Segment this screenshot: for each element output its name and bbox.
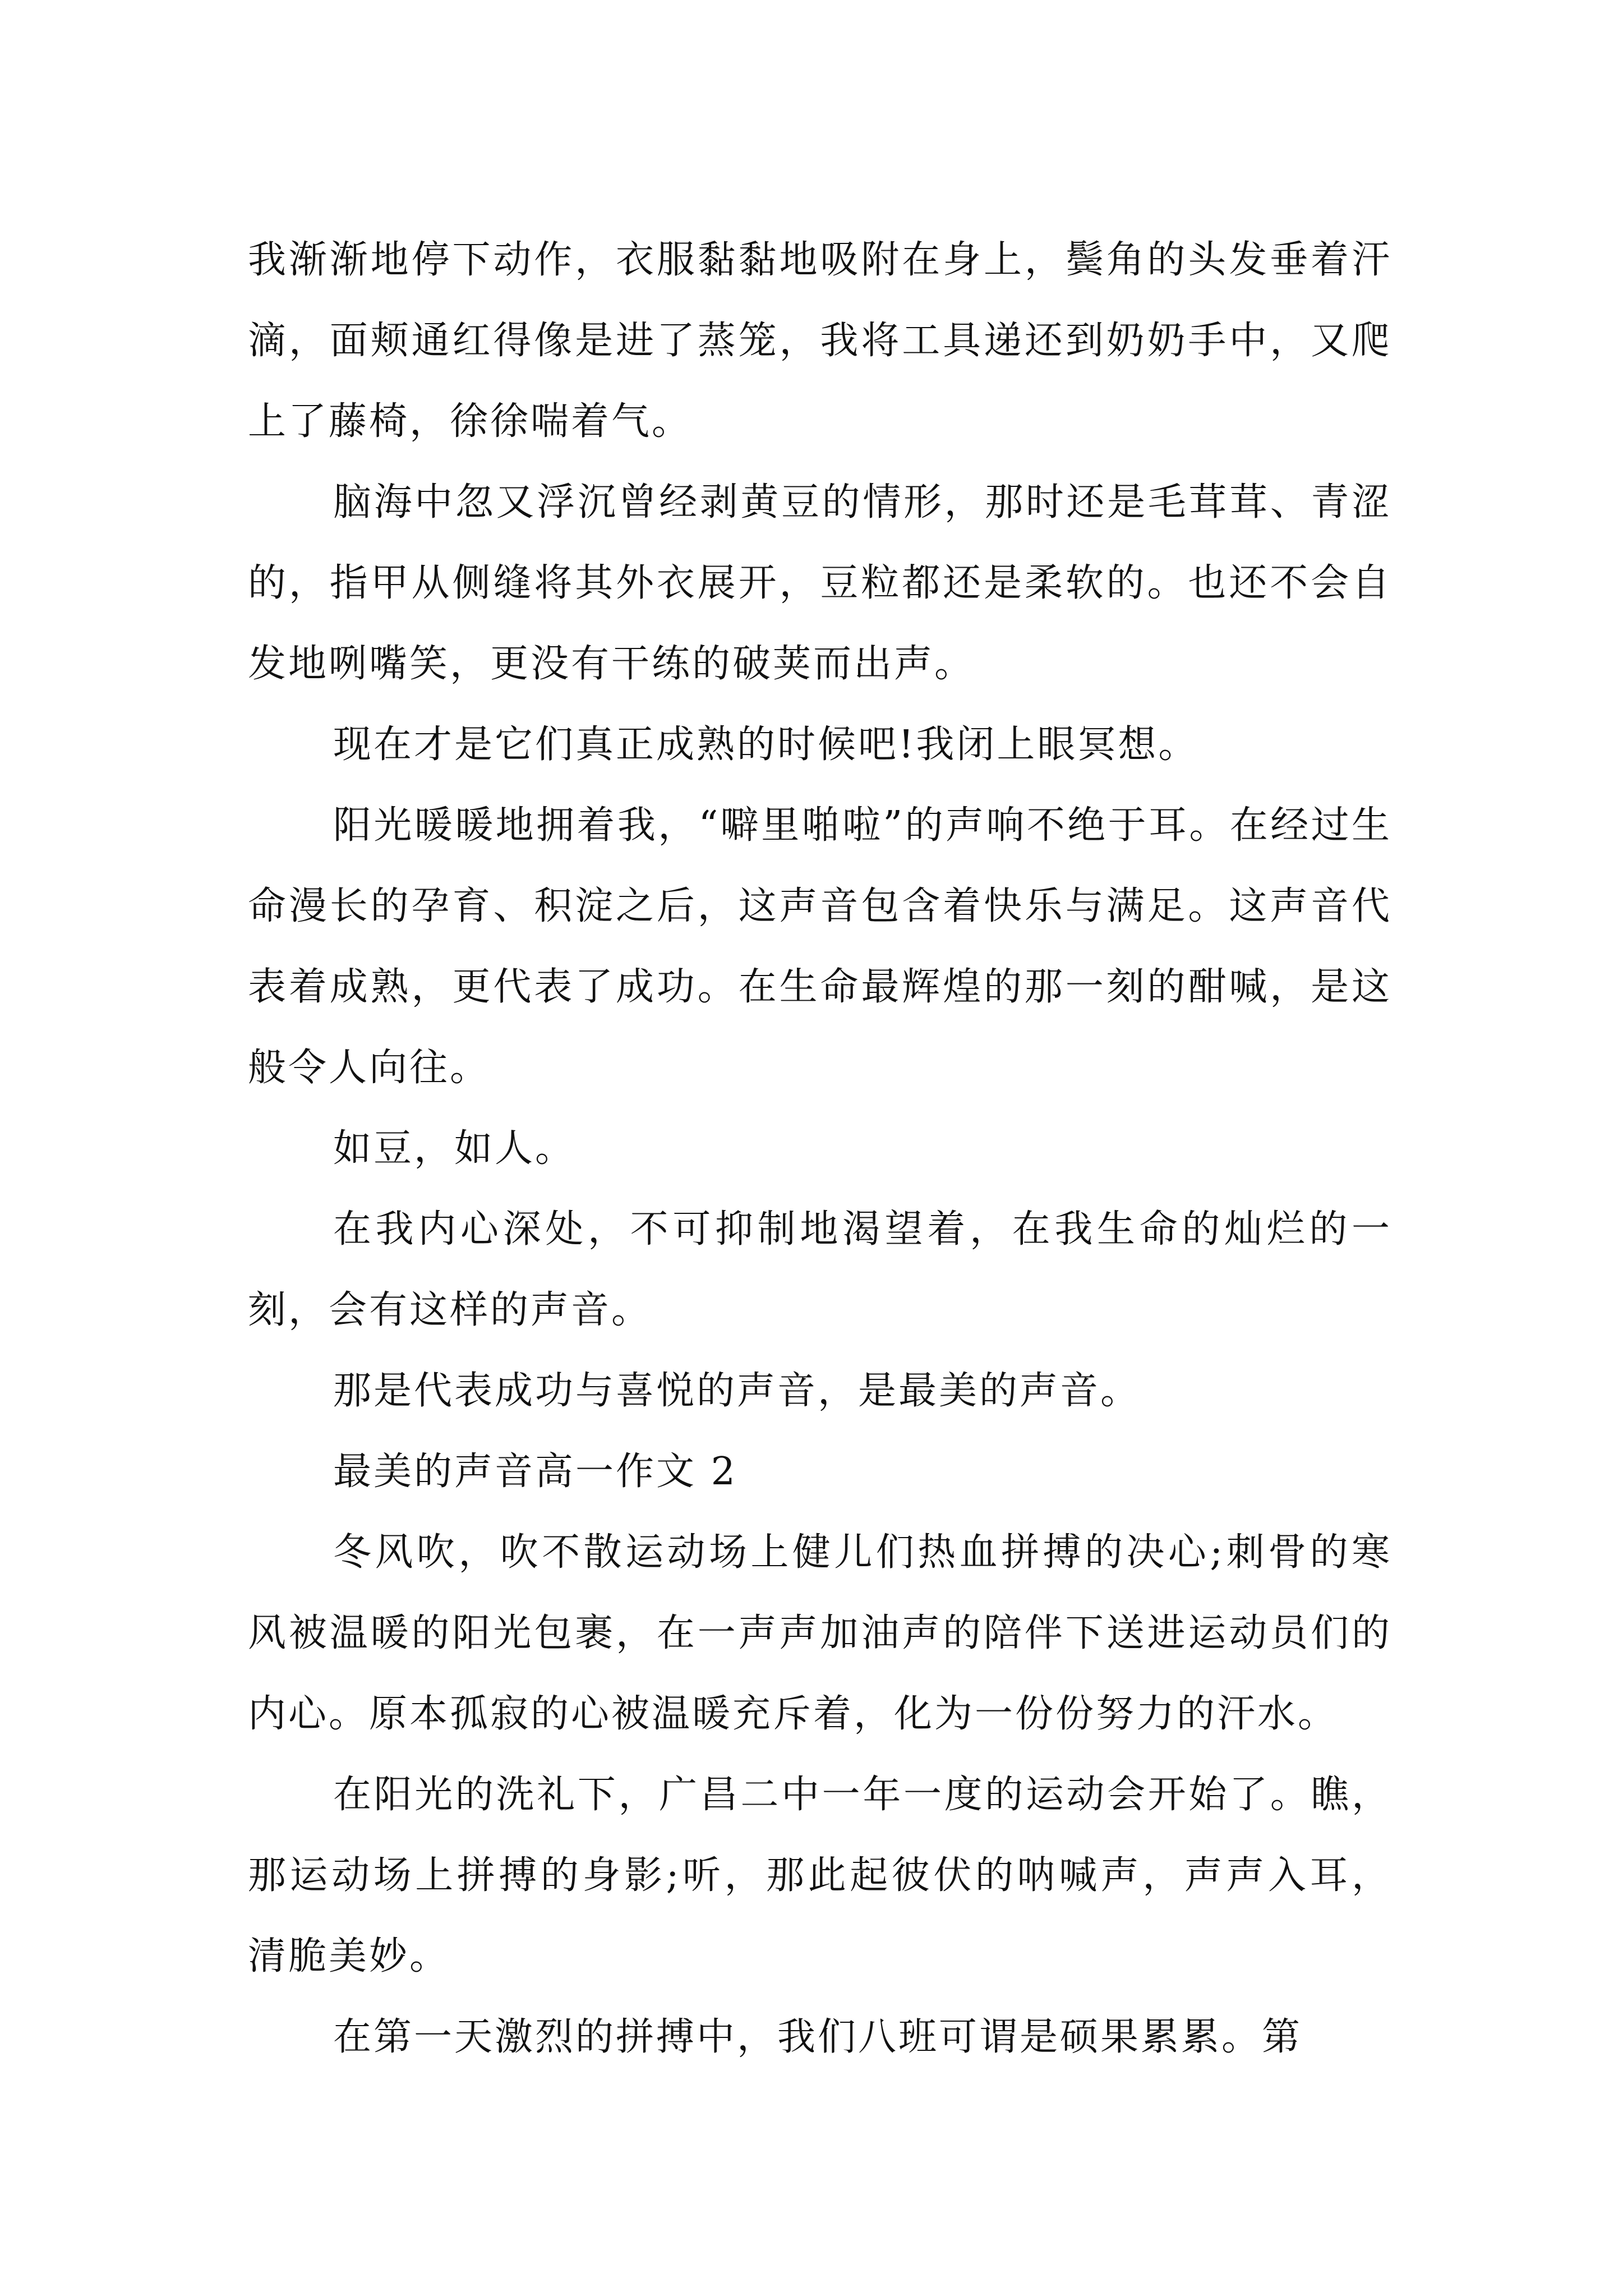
paragraph-5: 如豆，如人。 [333, 1126, 576, 1171]
document-body [248, 220, 1392, 2078]
paragraph-1: 我渐渐地停下动作，衣服黏黏地吸附在身上，鬓角的头发垂着汗滴，面颊通红得像是进了蒸笼，我将工具递还到奶奶手中，又爬上了藤椅，徐徐喘着气。 [248, 238, 1392, 444]
paragraph-10: 在阳光的洗礼下，广昌二中一年一度的运动会开始了。瞧，那运动场上拼搏的身影;听，那此起彼伏的呐喊声，声声入耳，清脆美妙。 [248, 1773, 1392, 1978]
essay-heading: 最美的声音高一作文 2 [333, 1450, 737, 1494]
paragraph-7: 那是代表成功与喜悦的声音，是最美的声音。 [333, 1369, 1141, 1413]
paragraph-2: 脑海中忽又浮沉曾经剥黄豆的情形，那时还是毛茸茸、青涩的，指甲从侧缝将其外衣展开，豆粒都还是柔软的。也还不会自发地咧嘴笑，更没有干练的破荚而出声。 [248, 480, 1392, 686]
paragraph-4: 阳光暖暖地拥着我，“噼里啪啦”的声响不绝于耳。在经过生命漫长的孕育、积淀之后，这声音包含着快乐与满足。这声音代表着成熟，更代表了成功。在生命最辉煌的那一刻的酣喊，是这般令人向往。 [248, 803, 1392, 1090]
paragraph-11: 在第一天激烈的拼搏中，我们八班可谓是硕果累累。第 [333, 2015, 1303, 2059]
paragraph-3: 现在才是它们真正成熟的时候吧!我闭上眼冥想。 [333, 723, 1199, 767]
paragraph-6: 在我内心深处，不可抑制地渴望着，在我生命的灿烂的一刻，会有这样的声音。 [248, 1207, 1392, 1332]
paragraph-9: 冬风吹，吹不散运动场上健儿们热血拼搏的决心;刺骨的寒风被温暖的阳光包裹，在一声声加油声的陪伴下送进运动员们的内心。原本孤寂的心被温暖充斥着，化为一份份努力的汗水。 [248, 1530, 1392, 1736]
